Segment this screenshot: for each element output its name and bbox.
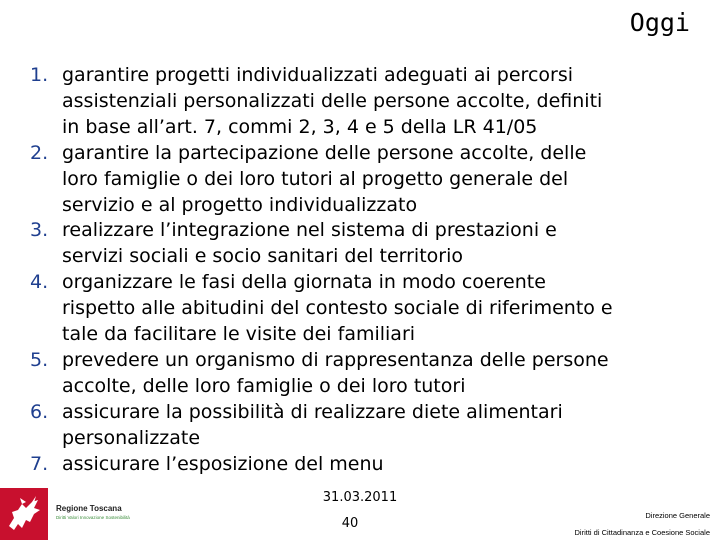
department-name: Direzione Generale bbox=[645, 511, 710, 520]
item-number: 2. bbox=[30, 141, 49, 164]
item-line: garantire la partecipazione delle persone accolte, delle bbox=[62, 141, 587, 164]
slide-title: Oggi bbox=[629, 8, 690, 37]
item-line: accolte, delle loro famiglie o dei loro tutori bbox=[62, 374, 466, 397]
list-item-3 bbox=[30, 218, 680, 270]
item-line: personalizzate bbox=[62, 426, 201, 449]
item-line: tale da facilitare le visite dei familiari bbox=[62, 323, 416, 346]
item-line: rispetto alle abitudini del contesto sociale di riferimento e bbox=[62, 297, 613, 320]
list-item-5 bbox=[30, 348, 680, 400]
item-line: assicurare l’esposizione del menu bbox=[62, 452, 384, 475]
division-name: Diritti di Cittadinanza e Coesione Sociale bbox=[574, 528, 710, 537]
item-line: servizi sociali e socio sanitari del territorio bbox=[62, 245, 463, 268]
footer-date: 31.03.2011 bbox=[322, 490, 398, 505]
item-number: 4. bbox=[30, 271, 49, 294]
page-number: 40 bbox=[341, 516, 359, 531]
list-item-7 bbox=[30, 452, 680, 478]
item-line: assistenziali personalizzati delle persone accolte, definiti bbox=[62, 89, 603, 112]
numbered-list bbox=[30, 63, 680, 478]
item-number: 7. bbox=[30, 452, 49, 475]
item-number: 1. bbox=[30, 64, 49, 86]
item-number: 3. bbox=[30, 219, 49, 242]
logo-tagline: Diritti Valori Innovazione Sostenibilità bbox=[56, 515, 130, 520]
item-line: assicurare la possibilità di realizzare diete alimentari bbox=[62, 400, 563, 423]
list-item-2 bbox=[30, 141, 680, 219]
item-line: realizzare l’integrazione nel sistema di prestazioni e bbox=[62, 219, 557, 242]
logo-name: Regione Toscana bbox=[56, 504, 122, 513]
list-item-4 bbox=[30, 270, 680, 348]
item-number: 5. bbox=[30, 348, 49, 371]
item-line: in base all’art. 7, commi 2, 3, 4 e 5 della LR 41/05 bbox=[62, 115, 538, 138]
item-line: prevedere un organismo di rappresentanza delle persone bbox=[62, 348, 609, 371]
item-line: loro famiglie o dei loro tutori al progetto generale del bbox=[62, 167, 569, 190]
item-line: organizzare le fasi della giornata in modo coerente bbox=[62, 271, 546, 294]
item-number: 6. bbox=[30, 400, 49, 423]
item-line: garantire progetti individualizzati adeguati ai percorsi bbox=[62, 64, 574, 86]
list-item-6 bbox=[30, 400, 680, 452]
item-line: servizio e al progetto individualizzato bbox=[62, 193, 418, 216]
list-item-1 bbox=[30, 63, 680, 141]
